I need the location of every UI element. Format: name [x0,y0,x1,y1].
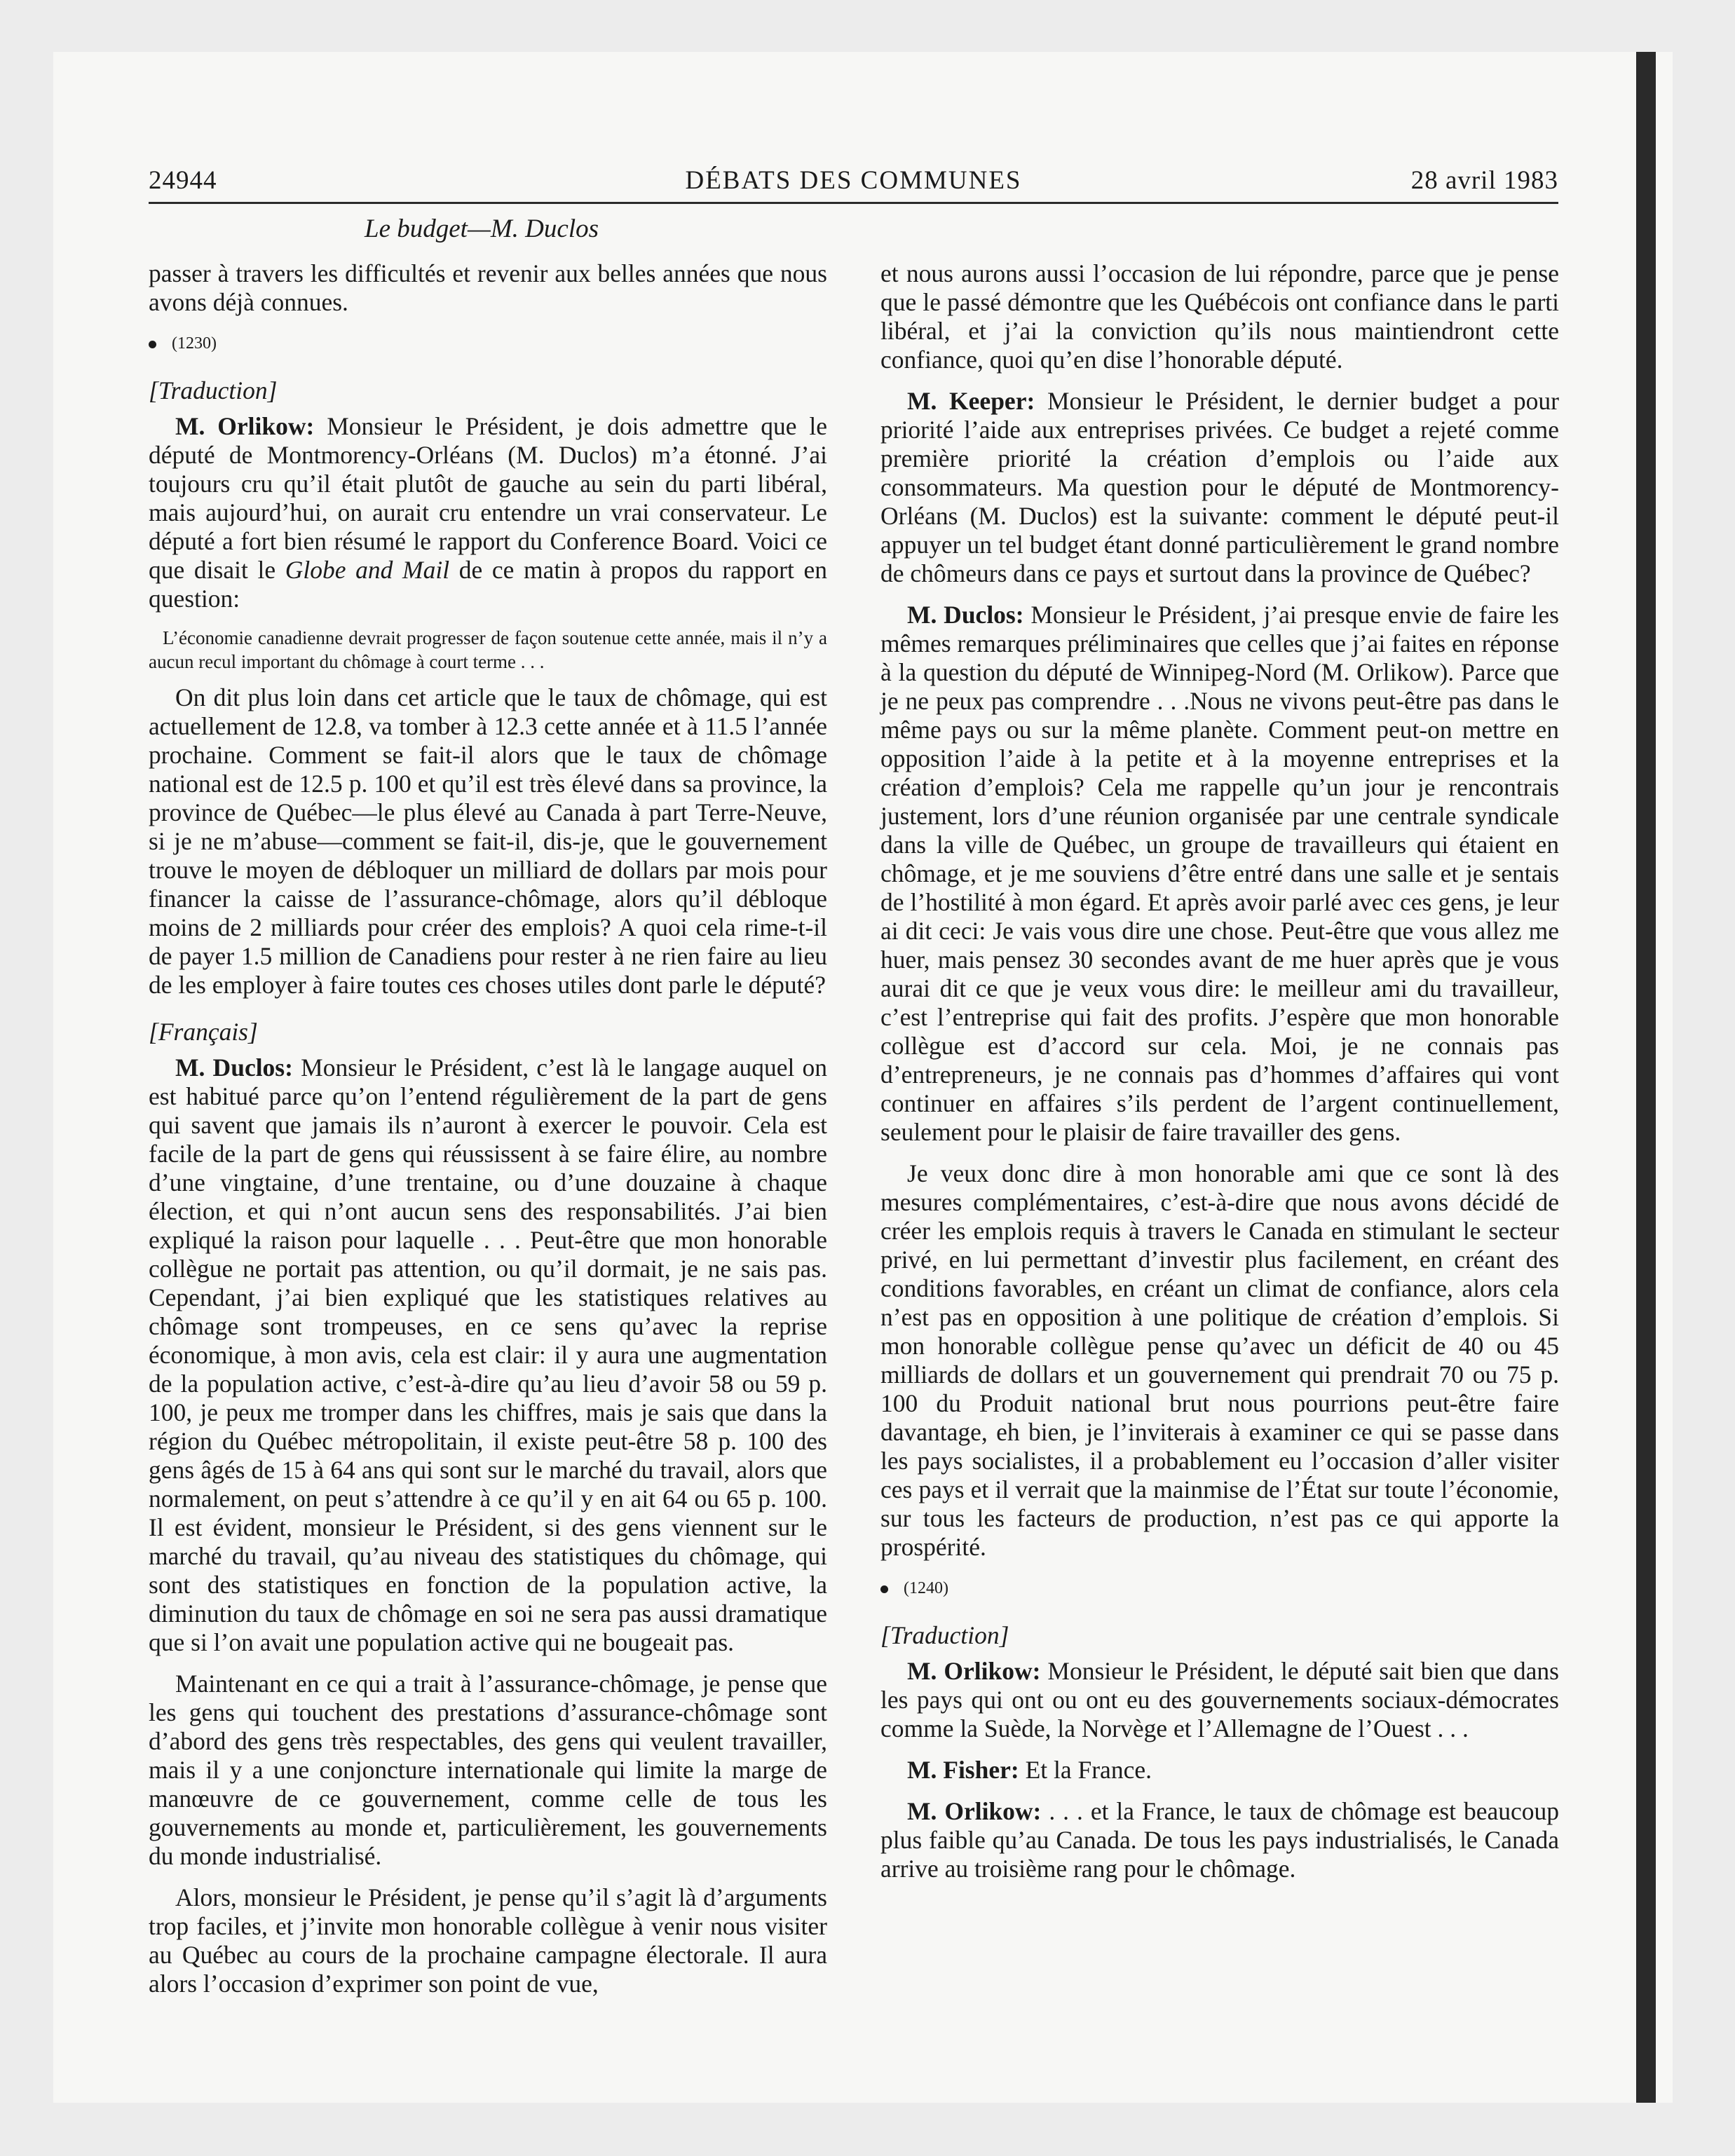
speaker-name: M. Orlikow: [907,1657,1041,1685]
paragraph: passer à travers les difficultés et revenir aux belles années que nous avons déjà connues. [149,259,827,316]
page-header [149,165,1558,204]
speech-orlikow [880,1657,1559,1743]
language-note: [Traduction] [880,1621,1009,1649]
paragraph: Alors, monsieur le Président, je pense qu’il s’agit là d’arguments trop faciles, et j’invite mon honorable collègue à venir nous visiter au Québec au cours de la prochaine campagne électorale. Il aura alors l’occasion d’exprimer son point de vue, [149,1883,827,1998]
speech-text: Monsieur le Président, c’est là le langage auquel on est habitué parce qu’on l’entend régulièrement de la part de gens qui savent que jamais ils n’auront à exercer le pouvoir. Cela est facile de la part de gens qui réussissent à se faire élire, au nombre d’une vingtaine, d’une trentaine, ou d’une douzaine à chaque élection, et qui n’ont aucun sens des responsabilités. J’ai bien expliqué la raison pour laquelle . . . Peut-être que mon honorable collègue ne portait pas attention, ou qu’il dormait, je ne sais pas. Cependant, j’ai bien expliqué que les statistiques relatives au chômage sont trompeuses, en ce sens qu’avec la reprise économique, à mon avis, cela est clair: il y aura une augmentation de la population active, c’est-à-dire qu’au lieu d’avoir 58 ou 59 p. 100, je peux me tromper dans les chiffres, mais je sais que dans la région du Québec métropolitain, il existe peut-être 58 p. 100 des gens âgés de 15 à 64 ans qui sont sur le marché du travail, alors que normalement, on peut s’attendre à ce qu’il y en ait 64 ou 65 p. 100. Il est évident, monsieur le Président, si des gens viennent sur le marché du travail, qu’au niveau des statistiques du chômage, qui sont des statistiques en fonction de la population active, la diminution du taux de chômage en soi ne sera pas aussi dramatique que si l’on avait une population active qui ne bougeait pas. [149,1053,827,1656]
speech-text: Monsieur le Président, j’ai presque envie de faire les mêmes remarques préliminaires que celles que j’ai faites en réponse à la question du député de Winnipeg-Nord (M. Orlikow). Parce que je ne peux pas comprendre . . .Nous ne vivons peut-être pas dans le même pays ou sur la même planète. Comment peut-on mettre en opposition l’aide à la petite et à la moyenne entreprises et la création d’emplois? Cela me rappelle qu’un jour je rencontrais justement, lors d’une réunion organisée par une centrale syndicale dans la ville de Québec, un groupe de travailleurs qui étaient en chômage, et je me souviens d’être entré dans une salle et je sentais de l’hostilité à mon égard. Et après avoir parlé avec ces gens, je leur ai dit ceci: Je vais vous dire une chose. Peut-être que vous allez me huer, mais pensez 30 secondes avant de me huer après que je vous aurai dit ce que je veux vous dire: le meilleur ami du travailleur, c’est l’entreprise qui fait des profits. J’espère que mon honorable collègue est d’accord sur cela. Moi, je ne connais pas d’entrepreneurs, je ne connais pas d’hommes d’affaires qui vont continuer en affaires s’ils perdent de l’argent continuellement, seulement pour le plaisir de faire travailler des gens. [880,601,1559,1146]
bullet-dot-icon [149,341,156,348]
language-note: [Traduction] [149,376,278,404]
left-column [149,259,827,2011]
speaker-name: M. Fisher: [907,1756,1019,1784]
paragraph: Je veux donc dire à mon honorable ami que ce sont là des mesures complémentaires, c’est-à-dire que nous avons décidé de créer les emplois requis à travers le Canada en stimulant le secteur privé, en lui permettant d’investir plus facilement, en créant des conditions favorables, en créant un climat de confiance, alors cela n’est pas en opposition à une politique de création d’emplois. Si mon honorable collègue pense qu’avec un déficit de 40 ou 45 milliards de dollars et un gouvernement qui prendrait 70 ou 75 p. 100 du Produit national brut nous pourrions peut-être faire davantage, eh bien, je l’inviterais à examiner ce qui se passe dans les pays socialistes, il a probablement eu l’occasion d’aller visiter ces pays et il verrait que la mainmise de l’État sur toute l’économie, sur tous les facteurs de production, n’est pas ce qui apporte la prospérité. [880,1159,1559,1561]
paragraph: On dit plus loin dans cet article que le taux de chômage, qui est actuellement de 12.8, va tomber à 12.3 cette année et à 11.5 l’année prochaine. Comment se fait-il alors que le taux de chômage national est de 12.5 p. 100 et qu’il est très élevé dans sa province, la province de Québec—le plus élevé au Canada à part Terre-Neuve, si je ne m’abuse—comment se fait-il, dis-je, que le gouvernement trouve le moyen de débloquer un milliard de dollars par mois pour financer la caisse de l’assurance-chômage, alors qu’il débloque moins de 2 milliards pour créer des emplois? A quoi cela rime-t-il de payer 1.5 million de Canadiens pour rester à ne rien faire au lieu de les employer à faire toutes ces choses utiles dont parle le député? [149,683,827,999]
publication-date: 28 avril 1983 [1410,166,1558,195]
speaker-name: M. Duclos: [907,601,1024,629]
paragraph: et nous aurons aussi l’occasion de lui répondre, parce que je pense que le passé démontre que les Québécois ont confiance dans le parti libéral, et j’ai la conviction qu’ils nous maintiendront cette confiance, quoi qu’en dise l’honorable député. [880,259,1559,374]
time-marker-label: (1230) [172,334,217,353]
speech-text: Monsieur le Président, je dois admettre que le député de Montmorency-Orléans (M. Duclos) m’a étonné. J’ai toujours cru qu’il était plutôt de gauche au sein du parti libéral, mais aujourd’hui, on aurait cru entendre un vrai conservateur. Le député a fort bien résumé le rapport du Conference Board. Voici ce que disait le [149,412,827,584]
speaker-name: M. Duclos: [175,1053,293,1082]
block-quote: L’économie canadienne devrait progresser de façon soutenue cette année, mais il n’y a aucun recul important du chômage à court terme . . . [149,627,827,672]
speech-text: Monsieur le Président, le dernier budget a pour priorité l’aide aux entreprises privées. Ce budget a rejeté comme première priorité la création d’emplois ou l’aide aux consommateurs. Ma question pour le député de Montmorency-Orléans (M. Duclos) est la suivante: comment le député peut-il appuyer un tel budget étant donné particulièrement le grand nombre de chômeurs dans ce pays et surtout dans la province de Québec? [880,387,1559,587]
time-marker-label: (1240) [904,1579,948,1597]
speaker-name: M. Keeper: [907,387,1035,415]
language-note: [Français] [149,1018,258,1046]
publication-title: DÉBATS DES COMMUNES [685,166,1022,195]
speaker-name: M. Orlikow: [907,1797,1042,1825]
speech-duclos [149,1053,827,1657]
speech-text: de ce matin à propos du rapport en question: [149,556,827,613]
right-column [880,259,1559,1896]
page-number: 24944 [149,166,217,195]
speech-fisher [880,1756,1559,1785]
scan-edge-shadow [1636,52,1656,2103]
speaker-name: M. Orlikow: [175,412,315,440]
speech-text: . . . et la France, le taux de chômage est beaucoup plus faible qu’au Canada. De tous les pays industrialisés, le Canada arrive au troisième rang pour le chômage. [880,1797,1559,1883]
speech-text: Et la France. [1019,1756,1152,1784]
time-marker [149,329,827,358]
speech-keeper [880,387,1559,588]
speech-orlikow [880,1797,1559,1883]
time-marker [880,1574,1559,1603]
speech-duclos [880,601,1559,1147]
newspaper-title: Globe and Mail [285,556,450,584]
bullet-dot-icon [880,1585,888,1593]
speech-orlikow [149,412,827,613]
paragraph: Maintenant en ce qui a trait à l’assurance-chômage, je pense que les gens qui touchent des prestations d’assurance-chômage sont d’abord des gens très respectables, des gens qui veulent travailler, mais il y a une conjoncture internationale qui limite la marge de manœuvre de ce gouvernement, comme celle de tous les gouvernements au monde et, particulièrement, les gouvernements du monde industrialisé. [149,1670,827,1870]
speech-text: Monsieur le Président, le député sait bien que dans les pays qui ont ou ont eu des gouvernements sociaux-démocrates comme la Suède, la Norvège et l’Allemagne de l’Ouest . . . [880,1657,1559,1742]
running-subheading: Le budget—M. Duclos [365,214,599,243]
